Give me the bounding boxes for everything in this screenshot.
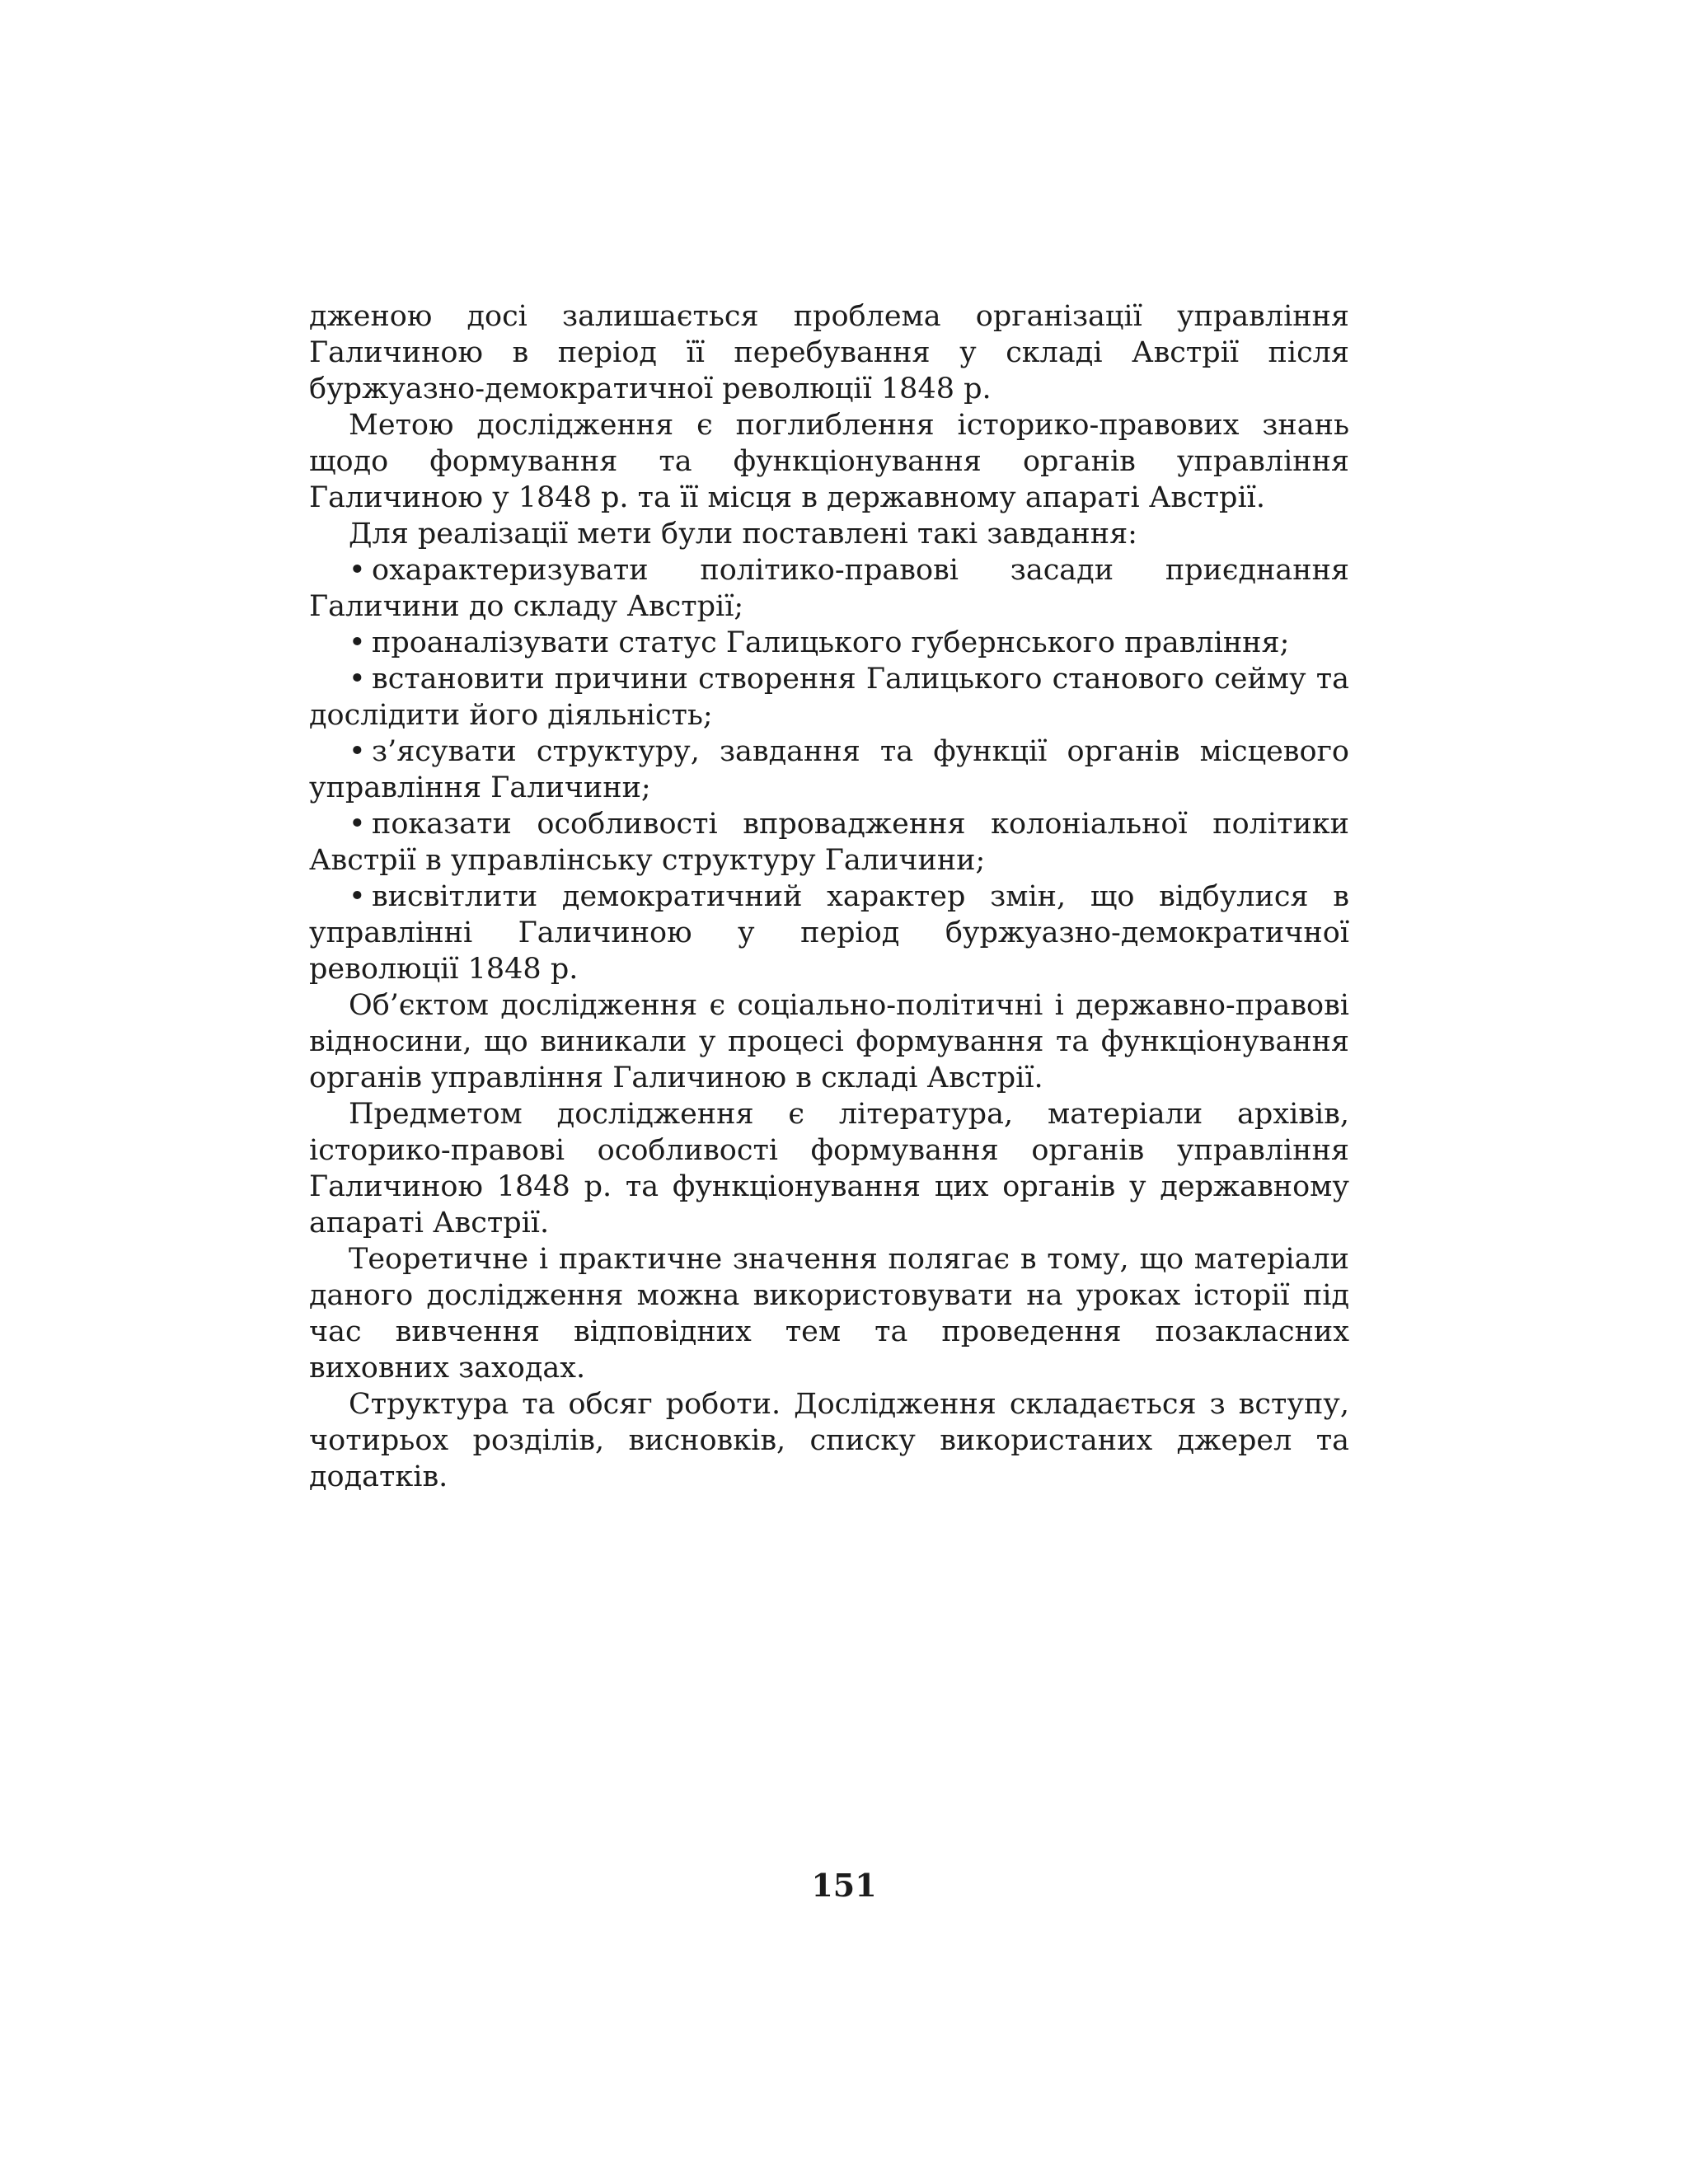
bullet-icon: • xyxy=(349,554,366,587)
list-item xyxy=(309,552,1349,625)
list-item xyxy=(309,879,1349,987)
list-item xyxy=(309,806,1349,879)
list-item xyxy=(309,733,1349,806)
list-item xyxy=(309,625,1349,661)
paragraph-tasks-intro: Для реалізації мети були поставлені такі завдання: xyxy=(349,518,1137,551)
list-item xyxy=(309,661,1349,733)
list-item-text: висвітлити демократичний характер змін, що відбулися в управлінні Галичиною у період буржуазно-демократичної революції 1848 р. xyxy=(309,880,1349,986)
list-item-text: з’ясувати структуру, завдання та функції органів місцевого управління Галичини; xyxy=(309,735,1349,804)
paragraph-object: Об’єктом дослідження є соціально-політичні і державно-правові відносини, що виникали у процесі формування та функціонування органів управління Галичиною в складі Австрії. xyxy=(309,989,1349,1094)
paragraph-structure: Структура та обсяг роботи. Дослідження складається з вступу, чотирьох розділів, висновків, списку використаних джерел та додатків. xyxy=(309,1388,1349,1493)
bullet-icon: • xyxy=(349,808,366,841)
list-item-text: показати особливості впровадження колоніальної політики Австрії в управлінську структуру Галичини; xyxy=(309,808,1349,877)
paragraph-continuation: дженою досі залишається проблема організації управління Галичиною в період її перебування у складі Австрії після буржуазно-демократичної революції 1848 р. xyxy=(309,300,1349,405)
list-item-text: проаналізувати статус Галицького губернського правління; xyxy=(372,626,1290,659)
list-item-text: встановити причини створення Галицького станового сейму та дослідити його діяльність; xyxy=(309,663,1349,732)
body-text xyxy=(309,298,1349,1495)
bullet-icon: • xyxy=(349,735,366,768)
page-number: 151 xyxy=(811,1867,877,1904)
paragraph-subject: Предметом дослідження є література, матеріали архівів, історико-правові особливості формування органів управління Галичиною 1848 р. та функціонування цих органів у державному апараті Австрії. xyxy=(309,1098,1349,1240)
paragraph-purpose: Метою дослідження є поглиблення історико-правових знань щодо формування та функціонування органів управління Галичиною у 1848 р. та її місця в державному апараті Австрії. xyxy=(309,409,1349,514)
list-item-text: охарактеризувати політико-правові засади приєднання Галичини до складу Австрії; xyxy=(309,554,1349,623)
paragraph-significance: Теоретичне і практичне значення полягає в тому, що матеріали даного дослідження можна використовувати на уроках історії під час вивчення відповідних тем та проведення позакласних виховних заходах. xyxy=(309,1243,1349,1385)
bullet-icon: • xyxy=(349,663,366,696)
bullet-icon: • xyxy=(349,626,366,659)
bullet-icon: • xyxy=(349,880,366,913)
